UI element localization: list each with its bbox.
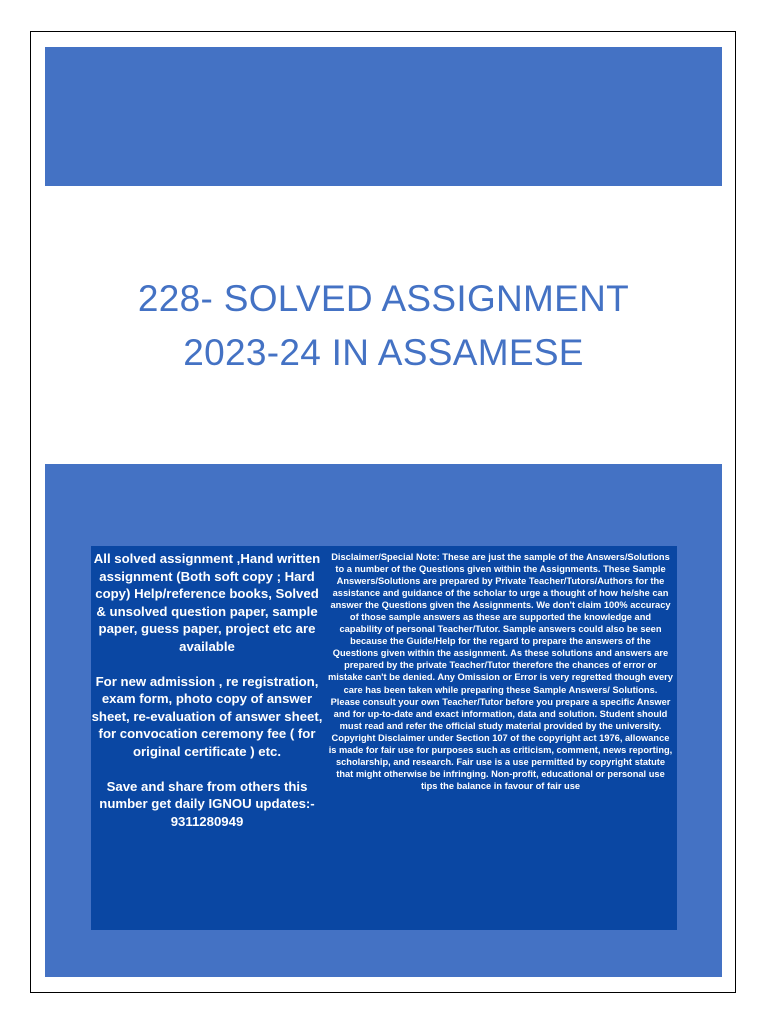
disclaimer-paragraph: Disclaimer/Special Note: These are just the sample of the Answers/Solutions to a number of the Questions given within the Assignments. These Sample Answers/Solutions are prepared by Private Teacher/Tutors/Authors for the assistance and guidance of the scholar to urge a thought of how he/she can answer the Questions given the Assignments. We don't claim 100% accuracy of those sample answers as these are supported the knowledge and capability of personal Teacher/Tutor. Sample answers could also be seen because the Guide/Help for the regard to prepare the answers of the Questions given within the assignment. As these solutions and answers are prepared by the private Teacher/Tutor therefore the chances of error or mistake can't be denied. Any Omission or Error is very regretted though every care has been taken while preparing these Sample Answers/ Solutions. Please consult your own Teacher/Tutor before you prepare a specific Answer and for up-to-date and exact information, data and solution. Student should must read and refer the official study material provided by the university. bbox=[328, 552, 673, 731]
services-notice bbox=[91, 550, 323, 830]
title-line-1: 228- SOLVED ASSIGNMENT bbox=[137, 278, 630, 319]
notice-box bbox=[91, 546, 677, 930]
page-title bbox=[45, 272, 722, 380]
top-header-band bbox=[45, 47, 722, 186]
contact-paragraph: Save and share from others this number get daily IGNOU updates:- 9311280949 bbox=[99, 778, 315, 829]
disclaimer-notice bbox=[328, 551, 673, 792]
services-paragraph: All solved assignment ,Hand written assignment (Both soft copy ; Hard copy) Help/reference books, Solved & unsolved question paper, sample paper, guess paper, project etc are available bbox=[93, 551, 321, 654]
title-line-2: 2023-24 IN ASSAMESE bbox=[183, 332, 584, 373]
admission-paragraph: For new admission , re registration, exam form, photo copy of answer sheet, re-evaluation of answer sheet, for convocation ceremony fee ( for original certificate ) etc. bbox=[91, 673, 323, 759]
copyright-paragraph: Copyright Disclaimer under Section 107 of the copyright act 1976, allowance is made for fair use for purposes such as criticism, comment, news reporting, scholarship, and research. Fair use is a use permitted by copyright statute that might otherwise be infringing. Non-profit, educational or personal use tips the balance in favour of fair use bbox=[328, 732, 673, 791]
